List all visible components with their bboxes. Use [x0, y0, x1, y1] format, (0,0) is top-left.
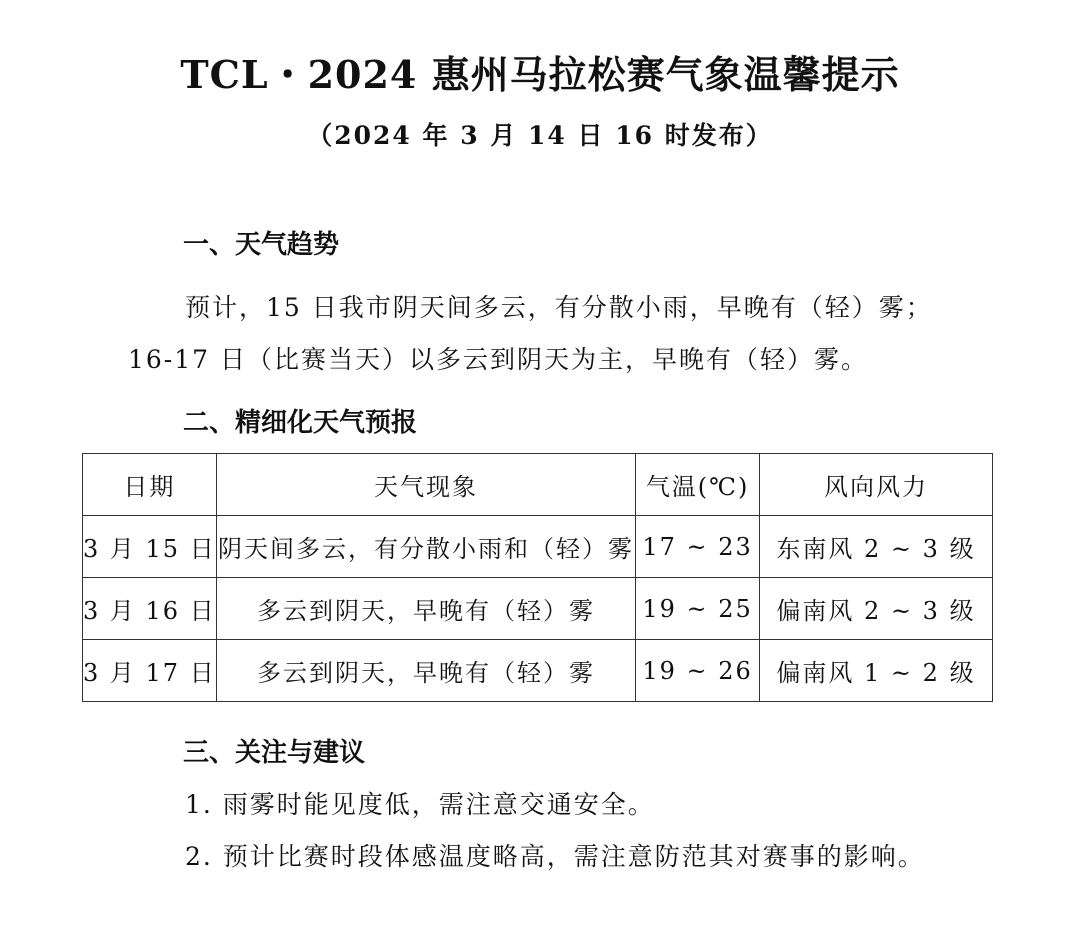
cell-date: 3 月 16 日	[83, 578, 217, 640]
trend-paragraph-line-1: 预计，15 日我市阴天间多云，有分散小雨，早晚有（轻）雾；	[185, 293, 933, 322]
cell-date: 3 月 15 日	[83, 516, 217, 578]
document-title: TCL・2024 惠州马拉松赛气象温馨提示	[180, 52, 900, 97]
trend-paragraph-line-2: 16-17 日（比赛当天）以多云到阴天为主，早晚有（轻）雾。	[128, 345, 869, 374]
section-heading-forecast: 二、精细化天气预报	[183, 408, 418, 438]
cell-temperature: 19 ~ 25	[636, 578, 760, 640]
cell-temperature: 19 ~ 26	[636, 640, 760, 702]
cell-weather: 多云到阴天，早晚有（轻）雾	[216, 640, 636, 702]
table-row	[83, 578, 993, 640]
cell-weather: 多云到阴天，早晚有（轻）雾	[216, 578, 636, 640]
header-date: 日期	[83, 454, 217, 516]
header-temperature: 气温(℃)	[636, 454, 760, 516]
cell-temperature: 17 ~ 23	[636, 516, 760, 578]
section-heading-trend: 一、天气趋势	[183, 230, 340, 260]
cell-date: 3 月 17 日	[83, 640, 217, 702]
table-row	[83, 640, 993, 702]
cell-wind: 偏南风 1 ~ 2 级	[759, 640, 992, 702]
cell-wind: 偏南风 2 ~ 3 级	[759, 578, 992, 640]
advice-item-1: 1. 雨雾时能见度低，需注意交通安全。	[185, 790, 655, 819]
table-header-row	[83, 454, 993, 516]
header-wind: 风向风力	[759, 454, 992, 516]
cell-weather: 阴天间多云，有分散小雨和（轻）雾	[216, 516, 636, 578]
header-weather: 天气现象	[216, 454, 636, 516]
forecast-table	[82, 453, 993, 702]
document-subtitle: （2024 年 3 月 14 日 16 时发布）	[307, 121, 773, 150]
section-heading-advice: 三、关注与建议	[183, 738, 366, 768]
advice-item-2: 2. 预计比赛时段体感温度略高，需注意防范其对赛事的影响。	[185, 842, 925, 871]
cell-wind: 东南风 2 ~ 3 级	[759, 516, 992, 578]
table-row	[83, 516, 993, 578]
